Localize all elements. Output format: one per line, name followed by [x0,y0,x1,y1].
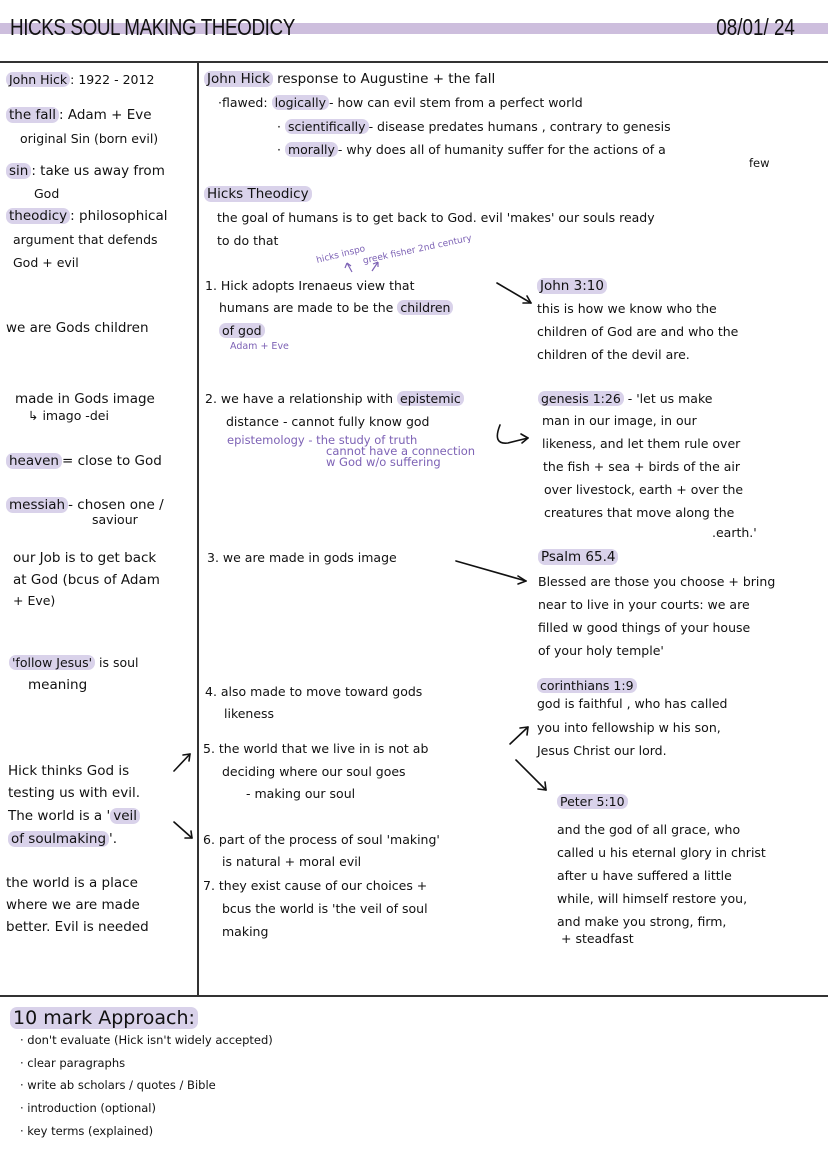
verse-psalm-ref: Psalm 65.4 [538,546,618,569]
flawed-scientifically: · scientifically - disease predates humans , contrary to genesis [277,119,671,134]
verse-peter-line: + steadfast [561,931,634,946]
verse-peter-line: called u his eternal glory in christ [557,845,766,860]
approach-item: · introduction (optional) [20,1101,156,1115]
note-theodicy-line2: argument that defends [13,232,158,247]
note-heaven: heaven = close to God [6,450,162,473]
note-hick-thinks-line4: of soulmaking '. [8,828,117,851]
point-4-line2: likeness [224,706,275,721]
theodicy-text-line2: to do that [217,233,279,248]
note-follow-jesus: 'follow Jesus' is soul [9,651,139,674]
note-world-place-line3: better. Evil is needed [6,919,149,935]
flawed-morally-cont: few [749,156,770,170]
page-title: HICKS SOUL MAKING THEODICY [10,14,295,40]
flawed-logically: ·flawed: logically - how can evil stem from a perfect world [218,95,583,110]
page-date: 08/01/ 24 [716,14,795,40]
point-3: 3. we are made in gods image [207,550,397,565]
main-heading: John Hick response to Augustine + the fall [204,68,495,91]
verse-genesis-line: likeness, and let them rule over [542,436,741,451]
verse-genesis-line: the fish + sea + birds of the air [543,459,741,474]
note-theodicy-line3: God + evil [13,255,79,270]
point-7: 7. they exist cause of our choices + [203,878,428,893]
verse-corinthians-ref: corinthians 1:9 [537,678,637,694]
note-hick-thinks-line2: testing us with evil. [8,785,140,801]
point-4: 4. also made to move toward gods [205,684,423,699]
verse-peter-line: while, will himself restore you, [557,891,748,906]
note-hick-thinks: Hick thinks God is [8,763,130,779]
verse-genesis-line: over livestock, earth + over the [544,482,744,497]
point-7-line2: bcus the world is 'the veil of soul [222,901,428,916]
note-world-place-line2: where we are made [6,897,140,913]
note-our-job: our Job is to get back [13,550,157,566]
point-1-line3: of god [219,319,265,342]
note-our-job-line3: + Eve) [13,593,56,608]
approach-item: · clear paragraphs [20,1056,126,1070]
verse-peter-ref: Peter 5:10 [557,790,628,813]
note-john-hick: John Hick : 1922 - 2012 [6,68,154,91]
annotation-hicks-inspo: hicks inspo [315,244,367,266]
verse-psalm-line: filled w good things of your house [538,620,751,635]
approach-item: · don't evaluate (Hick isn't widely accepted) [20,1033,273,1047]
verse-corinthians-line: Jesus Christ our lord. [537,743,667,758]
note-theodicy: theodicy : philosophical [6,205,168,228]
verse-john-ref: John 3:10 [537,275,607,298]
point-2-line2: distance - cannot fully know god [226,414,430,429]
point-6-line2: is natural + moral evil [222,854,362,869]
verse-john-line: children of God are and who the [537,324,739,339]
point-6: 6. part of the process of soul 'making' [203,832,440,847]
highlight-term: John Hick [6,72,70,87]
note-our-job-line2: at God (bcus of Adam [13,572,160,588]
verse-peter-line: and make you strong, firm, [557,914,727,929]
verse-corinthians-line: god is faithful , who has called [537,696,728,711]
verse-psalm-line: Blessed are those you choose + bring [538,574,776,589]
verse-genesis-line: creatures that move along the [544,505,735,520]
note-messiah: messiah - chosen one / [6,494,164,517]
verse-peter-line: and the god of all grace, who [557,822,741,837]
verse-john-line: children of the devil are. [537,347,690,362]
theodicy-heading: Hicks Theodicy [204,183,312,206]
note-hick-thinks-line3: The world is a ' veil [8,805,140,828]
note-the-fall: the fall : Adam + Eve [6,104,152,127]
note-sin-line2: God [34,186,60,201]
verse-corinthians-line: you into fellowship w his son, [537,720,721,735]
annotation-greek-fisher: greek fisher 2nd century [362,233,473,267]
annotation-epistemology: epistemology - the study of truth [227,433,418,447]
point-5-line2: deciding where our soul goes [222,764,406,779]
note-gods-children: we are Gods children [6,320,149,336]
note-messiah-line2: saviour [92,512,138,527]
note-follow-jesus-line2: meaning [28,677,88,693]
approach-heading: 10 mark Approach: [10,1005,198,1031]
note-gods-image: made in Gods image [15,391,155,407]
verse-genesis-ref: genesis 1:26 - 'let us make [538,387,712,410]
note-sin: sin : take us away from [6,160,165,183]
point-2: 2. we have a relationship with epistemic [205,387,464,410]
approach-item: · key terms (explained) [20,1124,154,1138]
theodicy-text: the goal of humans is to get back to God. evil 'makes' our souls ready [217,210,655,225]
annotation-suffering: w God w/o suffering [326,455,441,469]
point-5: 5. the world that we live in is not ab [203,741,429,756]
annotation-connection: cannot have a connection [326,444,476,458]
point-7-line3: making [222,924,269,939]
verse-genesis-line: .earth.' [712,525,757,540]
note-imago-dei: ↳ imago -dei [28,408,109,423]
verse-psalm-line: near to live in your courts: we are [538,597,750,612]
verse-john-line: this is how we know who the [537,301,717,316]
note-world-place: the world is a place [6,875,138,891]
point-5-line3: - making our soul [246,786,356,801]
note-the-fall-line2: original Sin (born evil) [20,131,159,146]
point-1: 1. Hick adopts Irenaeus view that [205,278,415,293]
annotation-adam-eve: Adam + Eve [230,341,289,352]
approach-item: · write ab scholars / quotes / Bible [20,1078,216,1092]
flawed-morally: · morally - why does all of humanity suffer for the actions of a [277,142,666,157]
point-1-line2: humans are made to be the children [219,296,453,319]
verse-psalm-line: of your holy temple' [538,643,664,658]
verse-genesis-line: man in our image, in our [542,413,697,428]
verse-peter-line: after u have suffered a little [557,868,732,883]
